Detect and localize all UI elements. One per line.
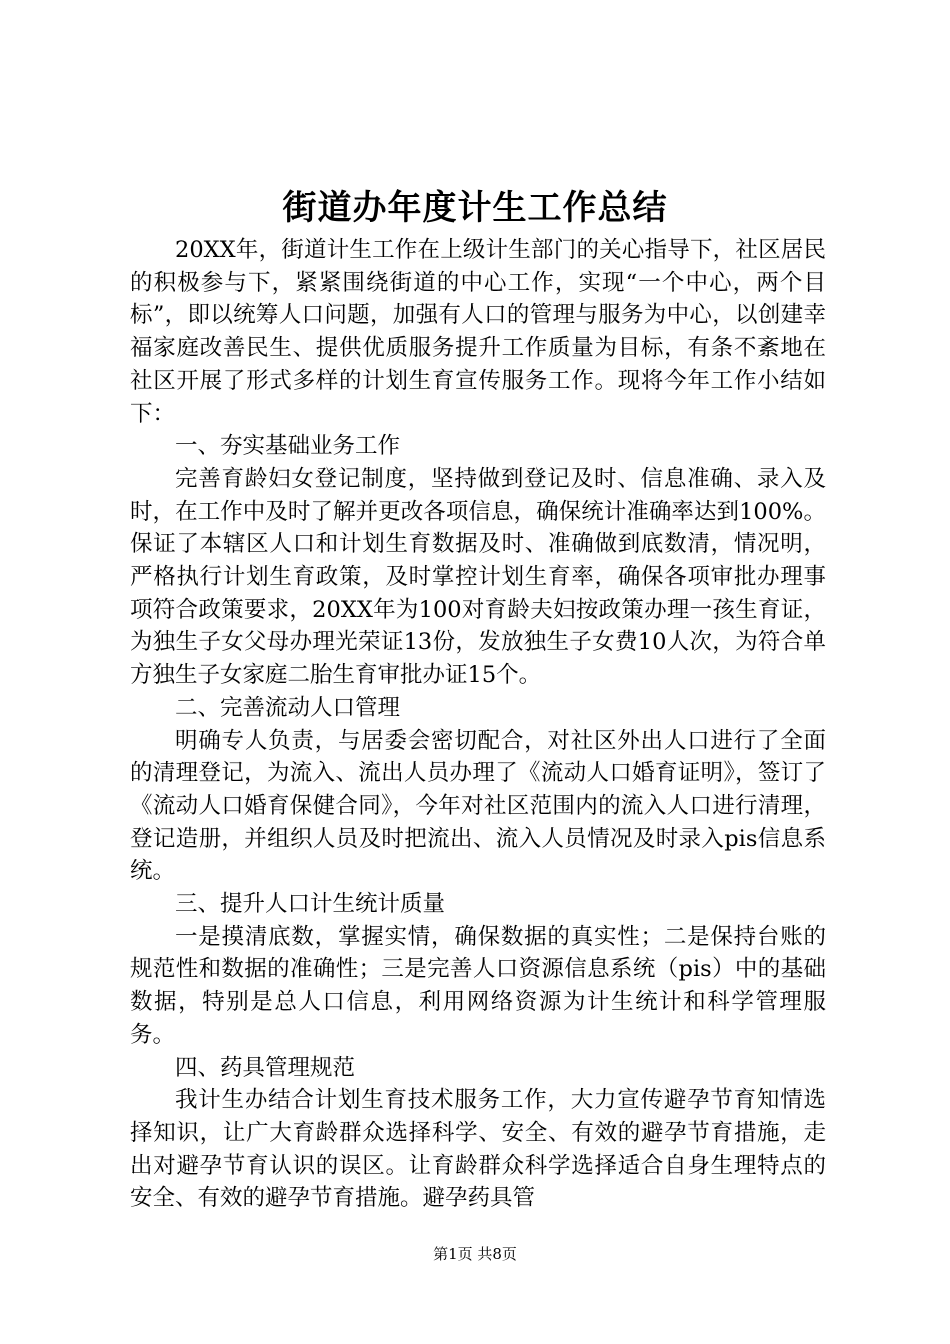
section-paragraph-1: 完善育龄妇女登记制度，坚持做到登记及时、信息准确、录入及时，在工作中及时了解并更改各项信息，确保统计准确率达到100%。保证了本辖区人口和计划生育数据及时、准确做到底数清，情况明，严格执行计划生育政策，及时掌控计划生育率，确保各项审批办理事项符合政策要求，20XX年为100对育龄夫妇按政策办理一孩生育证，为独生子女父母办理光荣证13份，发放独生子女费10人次，为符合单方独生子女家庭二胎生育审批办证15个。 xyxy=(130,465,826,689)
section-paragraph-3: 一是摸清底数，掌握实情，确保数据的真实性；二是保持台账的规范性和数据的准确性；三是完善人口资源信息系统（pis）中的基础数据，特别是总人口信息，利用网络资源为计生统计和科学管理服务。 xyxy=(130,923,826,1048)
section-heading-4: 四、药具管理规范 xyxy=(175,1054,356,1081)
document-title: 街道办年度计生工作总结 xyxy=(282,188,668,228)
section-paragraph-4: 我计生办结合计划生育技术服务工作，大力宣传避孕节育知情选择知识，让广大育龄群众选择科学、安全、有效的避孕节育措施，走出对避孕节育认识的误区。让育龄群众科学选择适合自身生理特点的安全、有效的避孕节育措施。避孕药具管 xyxy=(130,1087,826,1212)
intro-paragraph: 20XX年，街道计生工作在上级计生部门的关心指导下，社区居民的积极参与下，紧紧围绕街道的中心工作，实现“一个中心，两个目标”，即以统筹人口问题，加强有人口的管理与服务为中心，以创建幸福家庭改善民生、提供优质服务提升工作质量为目标，有条不紊地在社区开展了形式多样的计划生育宣传服务工作。现将今年工作小结如下： xyxy=(130,237,826,427)
page-number-footer: 第1页 共8页 xyxy=(433,1245,517,1263)
section-heading-1: 一、夯实基础业务工作 xyxy=(175,433,401,460)
section-heading-2: 二、完善流动人口管理 xyxy=(175,694,401,721)
section-paragraph-2: 明确专人负责，与居委会密切配合，对社区外出人口进行了全面的清理登记，为流入、流出人员办理了《流动人口婚育证明》，签订了《流动人口婚育保健合同》，今年对社区范围内的流入人口进行清理，登记造册，并组织人员及时把流出、流入人员情况及时录入pis信息系统。 xyxy=(130,727,826,885)
document-body xyxy=(130,234,826,1215)
section-heading-3: 三、提升人口计生统计质量 xyxy=(175,891,446,918)
